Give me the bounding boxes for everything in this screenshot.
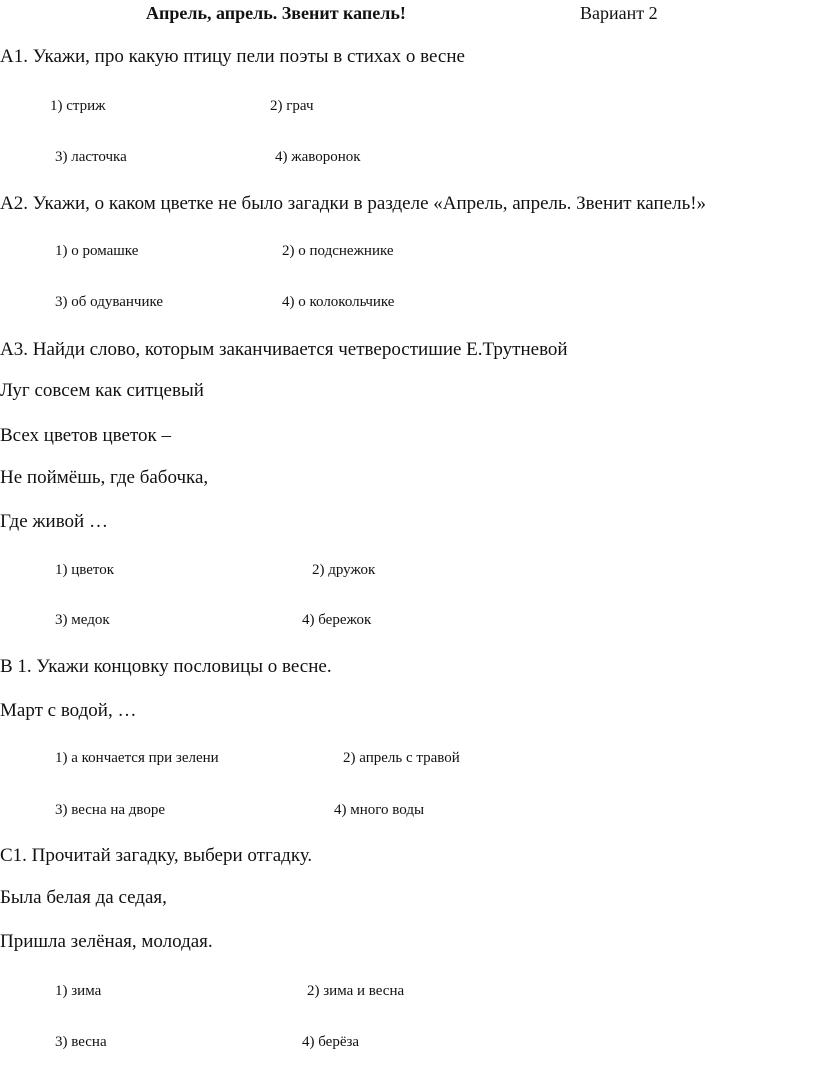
poem-line-1: Луг совсем как ситцевый (0, 380, 204, 401)
riddle-line-1: Была белая да седая, (0, 887, 167, 908)
worksheet-title: Апрель, апрель. Звенит капель! (146, 3, 406, 23)
a1-option-2: 2) грач (270, 98, 314, 114)
a2-option-2: 2) о подснежнике (282, 243, 394, 259)
b1-option-3: 3) весна на дворе (55, 802, 166, 818)
a1-option-1: 1) стриж (50, 98, 106, 114)
a3-option-3: 3) медок (55, 612, 110, 628)
a3-option-2: 2) дружок (312, 562, 376, 578)
variant-label: Вариант 2 (580, 3, 658, 23)
b1-option-1: 1) а кончается при зелени (55, 750, 219, 766)
a2-option-4: 4) о колокольчике (282, 294, 395, 310)
poem-line-2: Всех цветов цветок – (0, 425, 171, 446)
question-a2: А2. Укажи, о каком цветке не было загадки в разделе «Апрель, апрель. Звенит капель!» (0, 193, 707, 214)
proverb-start: Март с водой, … (0, 700, 137, 721)
question-b1: В 1. Укажи концовку пословицы о весне. (0, 656, 332, 677)
c1-option-3: 3) весна (55, 1034, 107, 1050)
question-a1: А1. Укажи, про какую птицу пели поэты в стихах о весне (0, 46, 465, 67)
c1-option-1: 1) зима (55, 983, 102, 999)
a3-option-1: 1) цветок (55, 562, 115, 578)
riddle-line-2: Пришла зелёная, молодая. (0, 931, 213, 952)
a3-option-4: 4) бережок (302, 612, 372, 628)
b1-option-2: 2) апрель с травой (343, 750, 460, 766)
a2-option-1: 1) о ромашке (55, 243, 139, 259)
poem-line-4: Где живой … (0, 511, 108, 532)
a1-option-3: 3) ласточка (55, 149, 127, 165)
c1-option-2: 2) зима и весна (307, 983, 405, 999)
a2-option-3: 3) об одуванчике (55, 294, 164, 310)
question-a3: А3. Найди слово, которым заканчивается четверостишие Е.Трутневой (0, 339, 568, 360)
poem-line-3: Не поймёшь, где бабочка, (0, 467, 209, 488)
c1-option-4: 4) берёза (302, 1034, 360, 1050)
question-c1: С1. Прочитай загадку, выбери отгадку. (0, 845, 313, 866)
a1-option-4: 4) жаворонок (275, 149, 361, 165)
b1-option-4: 4) много воды (334, 802, 425, 818)
